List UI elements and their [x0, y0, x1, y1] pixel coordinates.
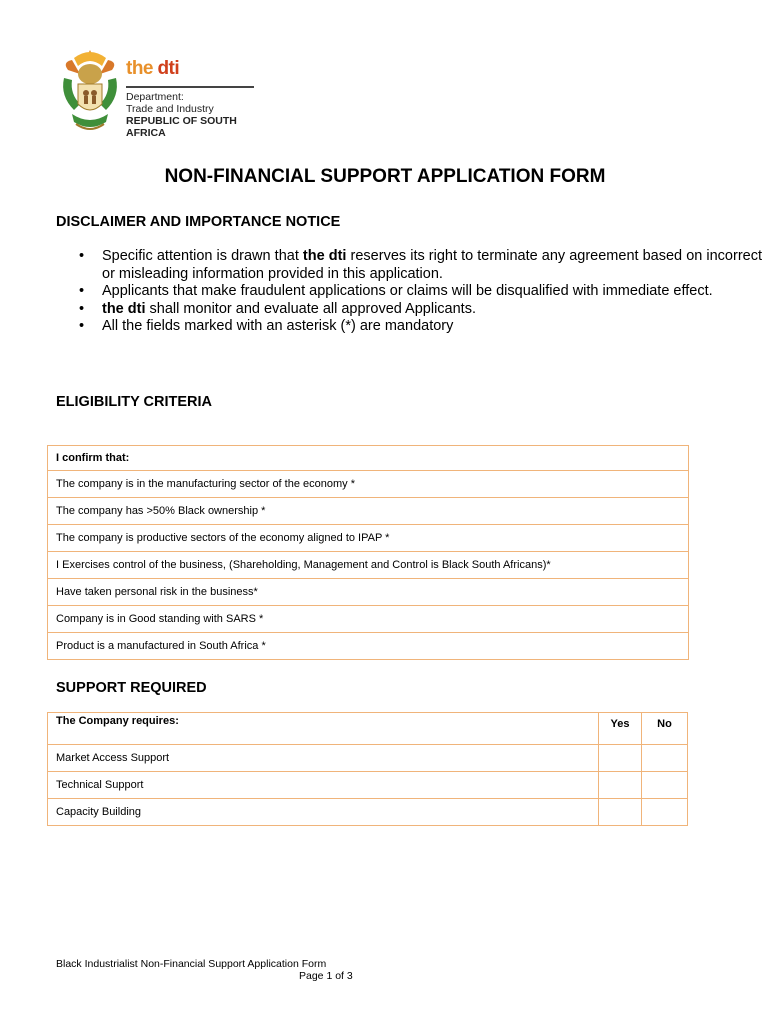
table-row[interactable]: [48, 471, 689, 498]
dept-line-1: Department:: [126, 91, 184, 103]
table-row[interactable]: [48, 633, 689, 660]
table-row[interactable]: [48, 498, 689, 525]
no-cell[interactable]: [642, 799, 688, 826]
dept-line-3: REPUBLIC OF SOUTH AFRICA: [126, 115, 237, 139]
brand-the: the: [126, 58, 153, 79]
yes-cell[interactable]: [599, 799, 642, 826]
yes-cell[interactable]: [599, 772, 642, 799]
page-footer: [56, 958, 353, 982]
eligibility-row[interactable]: Have taken personal risk in the business*: [48, 579, 689, 606]
brand-wordmark: [126, 58, 179, 80]
eligibility-row[interactable]: The company is productive sectors of the economy aligned to IPAP *: [48, 525, 689, 552]
yes-cell[interactable]: [599, 745, 642, 772]
table-row: [48, 745, 688, 772]
brand-dti: dti: [157, 58, 180, 79]
list-item: • All the fields marked with an asterisk (*) are mandatory: [102, 318, 762, 336]
dti-logo: [56, 48, 266, 140]
page-number: Page 1 of 3: [299, 970, 353, 982]
table-row[interactable]: [48, 606, 689, 633]
brand-divider: [126, 86, 254, 88]
disclaimer-list: [56, 248, 762, 336]
disclaimer-heading: DISCLAIMER AND IMPORTANCE NOTICE: [56, 214, 341, 230]
support-table: [47, 712, 688, 826]
eligibility-row[interactable]: Company is in Good standing with SARS *: [48, 606, 689, 633]
support-row-label: Technical Support: [48, 772, 599, 799]
no-column-header: No: [642, 713, 688, 745]
support-header: The Company requires:: [48, 713, 599, 745]
department-text: [126, 91, 266, 139]
table-row[interactable]: [48, 552, 689, 579]
eligibility-row[interactable]: The company is in the manufacturing sector of the economy *: [48, 471, 689, 498]
list-item: • the dti shall monitor and evaluate all approved Applicants.: [102, 301, 762, 319]
dept-line-2: Trade and Industry: [126, 103, 214, 115]
support-row-label: Capacity Building: [48, 799, 599, 826]
eligibility-row[interactable]: Product is a manufactured in South Africa *: [48, 633, 689, 660]
footer-form-name: Black Industrialist Non-Financial Support Application Form: [56, 958, 327, 970]
table-row: [48, 799, 688, 826]
eligibility-row[interactable]: I Exercises control of the business, (Shareholding, Management and Control is Black South Africans)*: [48, 552, 689, 579]
table-row: [48, 713, 688, 745]
support-row-label: Market Access Support: [48, 745, 599, 772]
eligibility-header: I confirm that:: [48, 446, 689, 471]
table-row[interactable]: [48, 525, 689, 552]
list-item: • Applicants that make fraudulent applications or claims will be disqualified with immediate effect.: [102, 283, 762, 301]
no-cell[interactable]: [642, 772, 688, 799]
support-heading: SUPPORT REQUIRED: [56, 680, 207, 696]
eligibility-heading: ELIGIBILITY CRITERIA: [56, 394, 213, 410]
eligibility-row[interactable]: The company has >50% Black ownership *: [48, 498, 689, 525]
table-row: [48, 772, 688, 799]
table-row[interactable]: [48, 579, 689, 606]
no-cell[interactable]: [642, 745, 688, 772]
yes-column-header: Yes: [599, 713, 642, 745]
coat-of-arms-icon: [60, 48, 120, 136]
list-item: • Specific attention is drawn that the dti reserves its right to terminate any agreement based on incorrect or misleading information provided in this application.: [102, 248, 762, 283]
eligibility-table: [47, 445, 689, 660]
page-title: NON-FINANCIAL SUPPORT APPLICATION FORM: [164, 166, 606, 187]
table-row: [48, 446, 689, 471]
